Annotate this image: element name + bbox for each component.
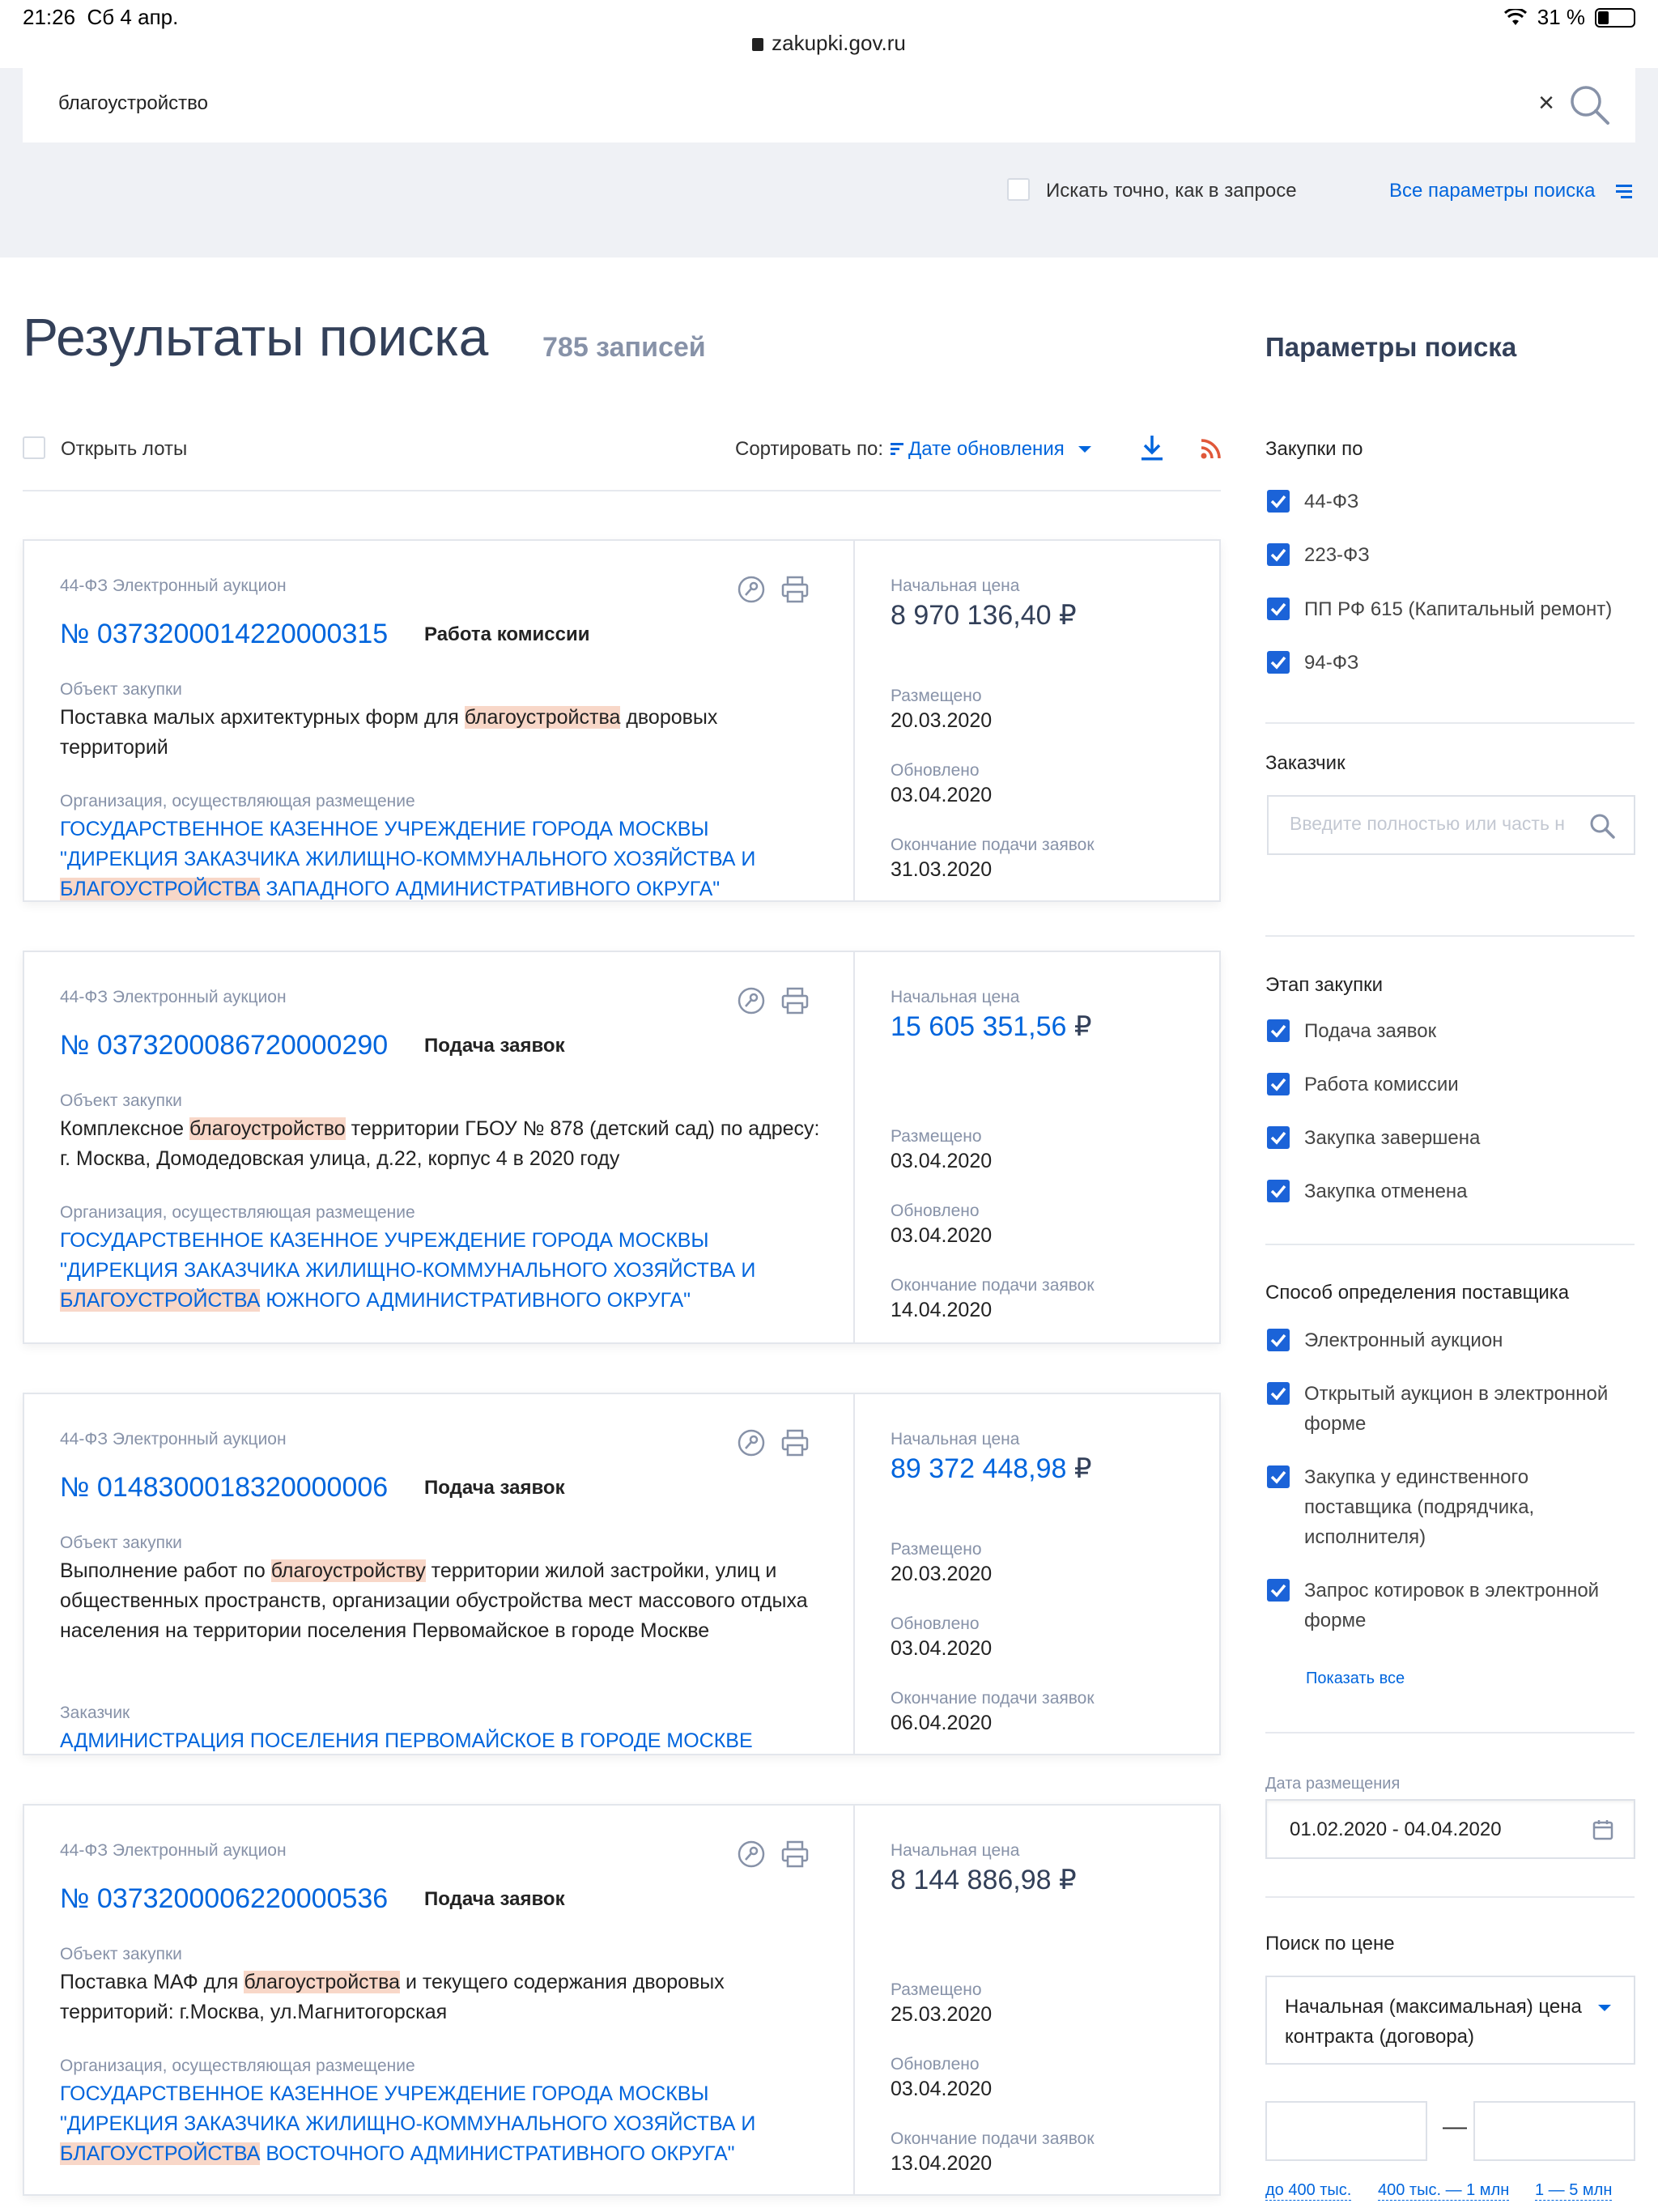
law-label: 94-ФЗ <box>1304 652 1359 674</box>
chevron-down-icon[interactable] <box>1598 2005 1611 2011</box>
status-bar <box>0 0 1658 68</box>
all-params-link[interactable]: Все параметры поиска <box>1389 180 1596 202</box>
org-label: Организация, осуществляющая размещение <box>60 2057 415 2075</box>
deadline-date: 14.04.2020 <box>891 1299 993 1321</box>
stage-checkbox[interactable] <box>1267 1073 1290 1095</box>
status-badge: Подача заявок <box>424 1888 565 1910</box>
page-title: Результаты поиска <box>23 307 489 367</box>
card-main <box>24 541 853 900</box>
deadline-label: Окончание подачи заявок <box>891 1276 1095 1295</box>
law-label: 223-ФЗ <box>1304 544 1370 566</box>
method-label: Открытый аукцион в электронной форме <box>1304 1383 1609 1435</box>
object-description: Поставка малых архитектурных форм для благоустройства дворовых территорий <box>60 706 718 759</box>
object-description: Поставка МАФ для благоустройства и текущего содержания дворовых территорий: г.Москва, ул.Магнитогорская <box>60 1971 725 2023</box>
updated-date: 03.04.2020 <box>891 1637 993 1660</box>
org-link[interactable]: ГОСУДАРСТВЕННОЕ КАЗЕННОЕ УЧРЕЖДЕНИЕ ГОРОДА МОСКВЫ "ДИРЕКЦИЯ ЗАКАЗЧИКА ЖИЛИЩНО-КОММУНАЛЬНОГО ХОЗЯЙСТВА И БЛАГОУСТРОЙСТВА ЗАПАДНОГО АДМИНИСТРАТИВНОГО ОКРУГА" <box>60 818 756 900</box>
exact-match-label: Искать точно, как в запросе <box>1046 180 1297 202</box>
org-label: Организация, осуществляющая размещение <box>60 1203 415 1222</box>
law-checkbox-44[interactable] <box>1267 490 1290 513</box>
stage-label: Закупка отменена <box>1304 1180 1468 1202</box>
updated-date: 03.04.2020 <box>891 784 993 806</box>
purchase-number-link[interactable]: № 0373200014220000315 <box>60 619 389 649</box>
divider <box>1265 722 1635 724</box>
customer-field[interactable] <box>1267 795 1635 855</box>
object-label: Объект закупки <box>60 1945 182 1963</box>
law-label: 44-ФЗ <box>1304 491 1359 513</box>
price-quick-range[interactable]: до 400 тыс. <box>1265 2181 1352 2199</box>
posted-date: 20.03.2020 <box>891 1563 993 1585</box>
purchase-number-link[interactable]: № 0373200006220000536 <box>60 1883 389 1914</box>
posted-label: Размещено <box>891 1127 982 1146</box>
start-price: 8 144 886,98 ₽ <box>891 1865 1077 1895</box>
status-badge: Подача заявок <box>424 1477 565 1499</box>
law-label: ПП РФ 615 (Капитальный ремонт) <box>1304 598 1613 620</box>
method-label: Запрос котировок в электронной форме <box>1304 1580 1600 1631</box>
object-description: Комплексное благоустройство территории ГБОУ № 878 (детский сад) по адресу: г. Москва, Домодедовская улица, д.22, корпус 4 в 2020 году <box>60 1117 820 1170</box>
posted-label: Размещено <box>891 1980 982 1999</box>
purchase-number-link[interactable]: № 0373200086720000290 <box>60 1030 389 1061</box>
card-type: 44-ФЗ Электронный аукцион <box>60 988 287 1006</box>
updated-label: Обновлено <box>891 2055 980 2074</box>
clear-icon[interactable]: × <box>1538 87 1554 118</box>
key-icon[interactable] <box>737 575 766 604</box>
stage-title: Этап закупки <box>1265 974 1384 996</box>
law-checkbox-223[interactable] <box>1267 543 1290 566</box>
search-box[interactable] <box>23 68 1635 143</box>
price-type-value: Начальная (максимальная) цена контракта (договора) <box>1285 1996 1582 2048</box>
search-input[interactable]: благоустройство <box>58 92 208 114</box>
date-range-input[interactable] <box>1265 1799 1635 1859</box>
updated-date: 03.04.2020 <box>891 1224 993 1247</box>
rss-icon[interactable] <box>1200 437 1222 460</box>
print-icon[interactable] <box>780 1428 810 1457</box>
status-time: 21:26 Сб 4 апр. <box>23 5 179 29</box>
method-checkbox[interactable] <box>1267 1382 1290 1405</box>
sidebar-title: Параметры поиска <box>1265 332 1517 362</box>
key-icon[interactable] <box>737 1840 766 1869</box>
result-card <box>23 1804 1221 2196</box>
org-link[interactable]: ГОСУДАРСТВЕННОЕ КАЗЕННОЕ УЧРЕЖДЕНИЕ ГОРОДА МОСКВЫ "ДИРЕКЦИЯ ЗАКАЗЧИКА ЖИЛИЩНО-КОММУНАЛЬНОГО ХОЗЯЙСТВА И БЛАГОУСТРОЙСТВА ВОСТОЧНОГО АДМИНИСТРАТИВНОГО ОКРУГА" <box>60 2082 756 2165</box>
show-all-link[interactable]: Показать все <box>1306 1670 1405 1687</box>
price-from-input[interactable] <box>1265 2101 1427 2161</box>
stage-label: Подача заявок <box>1304 1020 1437 1042</box>
method-checkbox[interactable] <box>1267 1329 1290 1351</box>
customer-title: Заказчик <box>1265 752 1346 774</box>
battery-percent: 31 % <box>1537 5 1585 29</box>
card-type: 44-ФЗ Электронный аукцион <box>60 1430 287 1448</box>
card-main <box>24 1394 853 1754</box>
print-icon[interactable] <box>780 986 810 1015</box>
posted-date: 25.03.2020 <box>891 2003 993 2026</box>
date-range-value: 01.02.2020 - 04.04.2020 <box>1290 1819 1502 1840</box>
method-checkbox[interactable] <box>1267 1465 1290 1488</box>
result-card <box>23 951 1221 1344</box>
card-side <box>855 1806 1221 2194</box>
method-label: Закупка у единственного поставщика (подрядчика, исполнителя) <box>1304 1466 1535 1548</box>
law-checkbox-615[interactable] <box>1267 598 1290 620</box>
price-quick-range[interactable]: 400 тыс. — 1 млн <box>1378 2181 1510 2199</box>
status-badge: Работа комиссии <box>424 623 590 645</box>
method-checkbox[interactable] <box>1267 1579 1290 1602</box>
org-link[interactable]: ГОСУДАРСТВЕННОЕ КАЗЕННОЕ УЧРЕЖДЕНИЕ ГОРОДА МОСКВЫ "ДИРЕКЦИЯ ЗАКАЗЧИКА ЖИЛИЩНО-КОММУНАЛЬНОГО ХОЗЯЙСТВА И БЛАГОУСТРОЙСТВА ЮЖНОГО АДМИНИСТРАТИВНОГО ОКРУГА" <box>60 1229 756 1312</box>
price-to-input[interactable] <box>1473 2101 1635 2161</box>
deadline-date: 31.03.2020 <box>891 858 993 881</box>
updated-label: Обновлено <box>891 1202 980 1220</box>
results-count: 785 записей <box>542 332 706 363</box>
updated-date: 03.04.2020 <box>891 2078 993 2100</box>
sort-label: Сортировать по: <box>735 438 884 460</box>
card-main <box>24 1806 853 2194</box>
deadline-date: 13.04.2020 <box>891 2152 993 2175</box>
price-search-title: Поиск по цене <box>1265 1933 1395 1955</box>
stage-label: Работа комиссии <box>1304 1074 1459 1095</box>
card-main <box>24 952 853 1342</box>
customer-label: Заказчик <box>60 1704 130 1722</box>
price-label: Начальная цена <box>891 1841 1020 1860</box>
price-label: Начальная цена <box>891 988 1020 1006</box>
method-label: Электронный аукцион <box>1304 1329 1503 1351</box>
posted-date: 20.03.2020 <box>891 709 993 732</box>
card-side <box>855 1394 1221 1754</box>
key-icon[interactable] <box>737 1428 766 1457</box>
wifi-icon <box>1503 9 1528 27</box>
divider <box>1265 1732 1635 1733</box>
price-quick-range[interactable]: 1 — 5 млн <box>1535 2181 1613 2199</box>
key-icon[interactable] <box>737 986 766 1015</box>
price-type-select[interactable] <box>1265 1976 1635 2065</box>
stage-checkbox[interactable] <box>1267 1126 1290 1149</box>
battery-icon <box>1595 8 1635 28</box>
card-type: 44-ФЗ Электронный аукцион <box>60 1841 287 1860</box>
card-side <box>855 952 1221 1342</box>
search-panel <box>0 68 1658 257</box>
date-label: Дата размещения <box>1265 1775 1401 1793</box>
object-label: Объект закупки <box>60 680 182 699</box>
calendar-icon[interactable] <box>1592 1819 1614 1841</box>
price-label: Начальная цена <box>891 1430 1020 1448</box>
purchase-number-link[interactable]: № 0148300018320000006 <box>60 1472 389 1503</box>
object-label: Объект закупки <box>60 1534 182 1552</box>
stage-checkbox[interactable] <box>1267 1180 1290 1202</box>
posted-label: Размещено <box>891 687 982 705</box>
card-side <box>855 541 1221 900</box>
divider <box>1265 1244 1635 1245</box>
law-checkbox-94[interactable] <box>1267 651 1290 674</box>
org-label: Организация, осуществляющая размещение <box>60 792 415 810</box>
address-bar[interactable]: zakupki.gov.ru <box>0 31 1658 56</box>
method-title: Способ определения поставщика <box>1265 1282 1570 1304</box>
stage-checkbox[interactable] <box>1267 1019 1290 1042</box>
price-label: Начальная цена <box>891 576 1020 595</box>
deadline-label: Окончание подачи заявок <box>891 836 1095 854</box>
updated-label: Обновлено <box>891 1614 980 1633</box>
exact-match-checkbox[interactable] <box>1007 178 1030 201</box>
deadline-date: 06.04.2020 <box>891 1712 993 1734</box>
deadline-label: Окончание подачи заявок <box>891 1689 1095 1708</box>
open-lots-label: Открыть лоты <box>61 438 188 460</box>
search-icon[interactable] <box>1567 83 1611 126</box>
start-price: 8 970 136,40 ₽ <box>891 600 1077 631</box>
start-price: 15 605 351,56 ₽ <box>891 1011 1092 1042</box>
divider <box>23 490 1221 491</box>
laws-title: Закупки по <box>1265 438 1363 460</box>
status-badge: Подача заявок <box>424 1035 565 1057</box>
posted-date: 03.04.2020 <box>891 1150 993 1172</box>
card-type: 44-ФЗ Электронный аукцион <box>60 576 287 595</box>
result-card <box>23 1393 1221 1755</box>
customer-input[interactable] <box>1290 813 1581 835</box>
price-range-dash: — <box>1443 2113 1467 2140</box>
filter-lines-icon[interactable] <box>1616 185 1632 199</box>
customer-link[interactable]: АДМИНИСТРАЦИЯ ПОСЕЛЕНИЯ ПЕРВОМАЙСКОЕ В ГОРОДЕ МОСКВЕ <box>60 1729 753 1752</box>
object-label: Объект закупки <box>60 1091 182 1110</box>
chevron-down-icon[interactable] <box>1078 446 1091 453</box>
search-icon[interactable] <box>1588 812 1616 840</box>
print-icon[interactable] <box>780 575 810 604</box>
stage-label: Закупка завершена <box>1304 1127 1481 1149</box>
deadline-label: Окончание подачи заявок <box>891 2129 1095 2148</box>
object-description: Выполнение работ по благоустройству территории жилой застройки, улиц и общественных пространств, организации обустройства мест массового отдыха населения на территории поселения Первомайское в городе Москве <box>60 1559 808 1642</box>
sort-dropdown[interactable]: Дате обновления <box>908 438 1065 460</box>
print-icon[interactable] <box>780 1840 810 1869</box>
posted-label: Размещено <box>891 1540 982 1559</box>
divider <box>1265 1896 1635 1898</box>
divider <box>1265 935 1635 937</box>
updated-label: Обновлено <box>891 761 980 780</box>
open-lots-checkbox[interactable] <box>23 436 45 459</box>
lock-icon <box>752 38 763 51</box>
download-icon[interactable] <box>1140 434 1164 462</box>
status-right <box>1503 5 1635 30</box>
start-price: 89 372 448,98 ₽ <box>891 1453 1092 1484</box>
result-card <box>23 539 1221 902</box>
sort-icon[interactable] <box>891 442 903 455</box>
